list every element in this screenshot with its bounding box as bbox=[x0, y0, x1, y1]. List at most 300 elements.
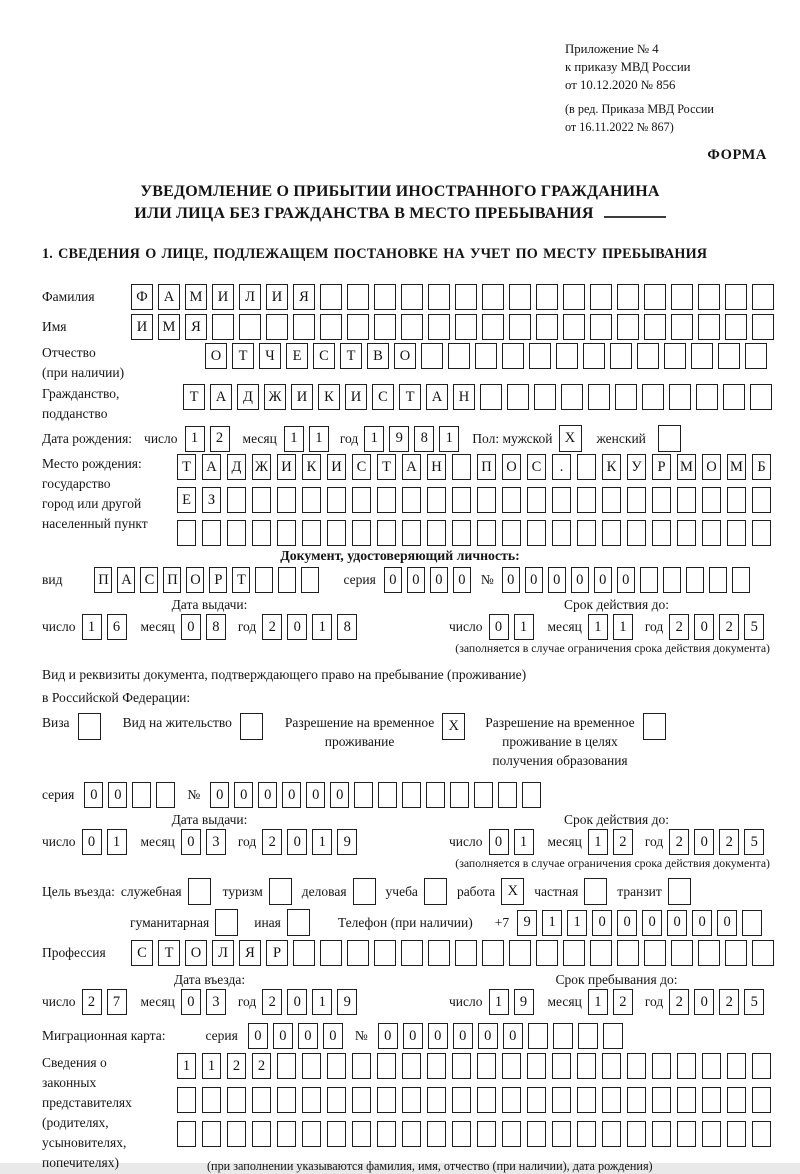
char-box[interactable] bbox=[202, 1087, 221, 1113]
char-box[interactable]: А bbox=[210, 384, 232, 410]
char-box[interactable] bbox=[588, 384, 610, 410]
char-box[interactable] bbox=[477, 520, 496, 546]
char-box[interactable]: 0 bbox=[210, 782, 229, 808]
char-box[interactable] bbox=[477, 1053, 496, 1079]
char-box[interactable]: 1 bbox=[312, 989, 332, 1015]
char-box[interactable] bbox=[482, 314, 504, 340]
temp-residence-checkbox[interactable]: X bbox=[442, 713, 465, 740]
char-box[interactable] bbox=[642, 384, 664, 410]
char-box[interactable] bbox=[452, 1087, 471, 1113]
char-box[interactable] bbox=[302, 520, 321, 546]
char-box[interactable] bbox=[590, 314, 612, 340]
char-box[interactable] bbox=[227, 520, 246, 546]
char-box[interactable]: Д bbox=[227, 454, 246, 480]
char-box[interactable]: Т bbox=[399, 384, 421, 410]
char-box[interactable]: 0 bbox=[330, 782, 349, 808]
char-box[interactable]: Р bbox=[652, 454, 671, 480]
char-box[interactable] bbox=[536, 940, 558, 966]
char-box[interactable]: 0 bbox=[287, 614, 307, 640]
char-box[interactable]: М bbox=[185, 284, 207, 310]
char-box[interactable]: Д bbox=[237, 384, 259, 410]
char-box[interactable] bbox=[709, 567, 727, 593]
char-box[interactable]: Ж bbox=[264, 384, 286, 410]
char-box[interactable]: 0 bbox=[594, 567, 612, 593]
char-box[interactable] bbox=[627, 1053, 646, 1079]
purpose-work-checkbox[interactable]: X bbox=[501, 878, 524, 905]
char-box[interactable] bbox=[663, 567, 681, 593]
char-box[interactable] bbox=[202, 1121, 221, 1147]
char-box[interactable] bbox=[474, 782, 493, 808]
char-box[interactable] bbox=[402, 1121, 421, 1147]
char-box[interactable] bbox=[477, 1087, 496, 1113]
char-box[interactable] bbox=[577, 454, 596, 480]
char-box[interactable] bbox=[652, 1053, 671, 1079]
char-box[interactable] bbox=[617, 314, 639, 340]
char-box[interactable] bbox=[327, 520, 346, 546]
char-box[interactable] bbox=[482, 940, 504, 966]
visa-checkbox[interactable] bbox=[78, 713, 101, 740]
char-box[interactable] bbox=[401, 314, 423, 340]
char-box[interactable] bbox=[452, 487, 471, 513]
char-box[interactable] bbox=[212, 314, 234, 340]
char-box[interactable] bbox=[615, 384, 637, 410]
char-box[interactable]: 2 bbox=[262, 614, 282, 640]
char-box[interactable] bbox=[352, 520, 371, 546]
char-box[interactable] bbox=[509, 284, 531, 310]
char-box[interactable]: 1 bbox=[312, 829, 332, 855]
char-box[interactable]: 0 bbox=[694, 829, 714, 855]
char-box[interactable] bbox=[402, 520, 421, 546]
char-box[interactable]: Ж bbox=[252, 454, 271, 480]
char-box[interactable] bbox=[354, 782, 373, 808]
char-box[interactable]: С bbox=[372, 384, 394, 410]
char-box[interactable] bbox=[502, 343, 524, 369]
char-box[interactable] bbox=[507, 384, 529, 410]
char-box[interactable]: 9 bbox=[514, 989, 534, 1015]
char-box[interactable]: 0 bbox=[306, 782, 325, 808]
char-box[interactable] bbox=[677, 1053, 696, 1079]
char-box[interactable] bbox=[227, 487, 246, 513]
char-box[interactable] bbox=[702, 487, 721, 513]
char-box[interactable]: Т bbox=[158, 940, 180, 966]
char-box[interactable] bbox=[352, 1053, 371, 1079]
char-box[interactable]: 1 bbox=[364, 426, 384, 452]
char-box[interactable] bbox=[374, 940, 396, 966]
char-box[interactable]: 0 bbox=[503, 1023, 523, 1049]
char-box[interactable]: С bbox=[140, 567, 158, 593]
char-box[interactable]: 0 bbox=[667, 910, 687, 936]
char-box[interactable]: 0 bbox=[453, 567, 471, 593]
char-box[interactable] bbox=[677, 520, 696, 546]
char-box[interactable]: 0 bbox=[287, 829, 307, 855]
char-box[interactable] bbox=[534, 384, 556, 410]
char-box[interactable]: 1 bbox=[202, 1053, 221, 1079]
char-box[interactable]: 0 bbox=[502, 567, 520, 593]
char-box[interactable] bbox=[752, 487, 771, 513]
char-box[interactable]: А bbox=[402, 454, 421, 480]
char-box[interactable] bbox=[177, 1087, 196, 1113]
char-box[interactable] bbox=[553, 1023, 573, 1049]
char-box[interactable] bbox=[277, 1087, 296, 1113]
char-box[interactable] bbox=[378, 782, 397, 808]
char-box[interactable]: К bbox=[318, 384, 340, 410]
char-box[interactable]: В bbox=[367, 343, 389, 369]
char-box[interactable]: 2 bbox=[719, 989, 739, 1015]
char-box[interactable] bbox=[563, 284, 585, 310]
char-box[interactable]: Т bbox=[232, 567, 250, 593]
char-box[interactable] bbox=[677, 1087, 696, 1113]
char-box[interactable] bbox=[277, 520, 296, 546]
char-box[interactable] bbox=[725, 940, 747, 966]
char-box[interactable]: И bbox=[266, 284, 288, 310]
char-box[interactable] bbox=[732, 567, 750, 593]
char-box[interactable] bbox=[617, 940, 639, 966]
char-box[interactable] bbox=[627, 1121, 646, 1147]
char-box[interactable] bbox=[627, 487, 646, 513]
char-box[interactable] bbox=[652, 1121, 671, 1147]
char-box[interactable] bbox=[644, 284, 666, 310]
char-box[interactable] bbox=[426, 782, 445, 808]
char-box[interactable] bbox=[327, 1121, 346, 1147]
char-box[interactable]: И bbox=[212, 284, 234, 310]
char-box[interactable] bbox=[347, 314, 369, 340]
char-box[interactable] bbox=[583, 343, 605, 369]
char-box[interactable] bbox=[347, 284, 369, 310]
char-box[interactable] bbox=[727, 1053, 746, 1079]
char-box[interactable] bbox=[427, 1053, 446, 1079]
char-box[interactable]: И bbox=[291, 384, 313, 410]
char-box[interactable] bbox=[352, 1087, 371, 1113]
char-box[interactable] bbox=[602, 487, 621, 513]
char-box[interactable]: 1 bbox=[489, 989, 509, 1015]
purpose-study-checkbox[interactable] bbox=[424, 878, 447, 905]
char-box[interactable] bbox=[402, 1087, 421, 1113]
char-box[interactable] bbox=[509, 314, 531, 340]
char-box[interactable] bbox=[527, 1053, 546, 1079]
char-box[interactable] bbox=[320, 314, 342, 340]
purpose-tourism-checkbox[interactable] bbox=[269, 878, 292, 905]
char-box[interactable]: 1 bbox=[588, 614, 608, 640]
char-box[interactable]: И bbox=[277, 454, 296, 480]
char-box[interactable]: 0 bbox=[234, 782, 253, 808]
char-box[interactable] bbox=[590, 284, 612, 310]
char-box[interactable]: С bbox=[131, 940, 153, 966]
char-box[interactable]: 1 bbox=[284, 426, 304, 452]
char-box[interactable]: 0 bbox=[525, 567, 543, 593]
char-box[interactable]: . bbox=[552, 454, 571, 480]
char-box[interactable]: Р bbox=[266, 940, 288, 966]
char-box[interactable] bbox=[527, 520, 546, 546]
char-box[interactable]: Е bbox=[286, 343, 308, 369]
char-box[interactable]: Н bbox=[427, 454, 446, 480]
char-box[interactable] bbox=[455, 940, 477, 966]
char-box[interactable] bbox=[698, 284, 720, 310]
char-box[interactable] bbox=[563, 940, 585, 966]
char-box[interactable] bbox=[727, 520, 746, 546]
char-box[interactable]: 1 bbox=[439, 426, 459, 452]
char-box[interactable]: 0 bbox=[287, 989, 307, 1015]
char-box[interactable] bbox=[401, 940, 423, 966]
char-box[interactable] bbox=[702, 1053, 721, 1079]
char-box[interactable] bbox=[561, 384, 583, 410]
char-box[interactable]: 0 bbox=[642, 910, 662, 936]
char-box[interactable] bbox=[428, 940, 450, 966]
char-box[interactable]: 3 bbox=[206, 989, 226, 1015]
char-box[interactable]: И bbox=[327, 454, 346, 480]
char-box[interactable] bbox=[239, 314, 261, 340]
char-box[interactable] bbox=[252, 1121, 271, 1147]
char-box[interactable] bbox=[177, 520, 196, 546]
char-box[interactable] bbox=[725, 314, 747, 340]
char-box[interactable] bbox=[752, 1121, 771, 1147]
char-box[interactable] bbox=[577, 487, 596, 513]
char-box[interactable]: Ч bbox=[259, 343, 281, 369]
char-box[interactable]: К bbox=[302, 454, 321, 480]
char-box[interactable] bbox=[428, 314, 450, 340]
char-box[interactable]: 0 bbox=[403, 1023, 423, 1049]
char-box[interactable] bbox=[502, 520, 521, 546]
char-box[interactable] bbox=[750, 384, 772, 410]
char-box[interactable] bbox=[627, 1087, 646, 1113]
char-box[interactable] bbox=[527, 1121, 546, 1147]
char-box[interactable] bbox=[602, 1087, 621, 1113]
char-box[interactable]: 2 bbox=[252, 1053, 271, 1079]
char-box[interactable]: 0 bbox=[407, 567, 425, 593]
char-box[interactable] bbox=[725, 284, 747, 310]
char-box[interactable] bbox=[745, 343, 767, 369]
char-box[interactable] bbox=[401, 284, 423, 310]
char-box[interactable]: 2 bbox=[262, 989, 282, 1015]
char-box[interactable] bbox=[301, 567, 319, 593]
char-box[interactable] bbox=[421, 343, 443, 369]
char-box[interactable]: 0 bbox=[248, 1023, 268, 1049]
char-box[interactable]: 8 bbox=[414, 426, 434, 452]
char-box[interactable] bbox=[723, 384, 745, 410]
purpose-other-checkbox[interactable] bbox=[287, 909, 310, 936]
purpose-official-checkbox[interactable] bbox=[188, 878, 211, 905]
purpose-business-checkbox[interactable] bbox=[353, 878, 376, 905]
char-box[interactable]: 2 bbox=[613, 989, 633, 1015]
char-box[interactable]: 0 bbox=[181, 829, 201, 855]
char-box[interactable]: 2 bbox=[719, 829, 739, 855]
char-box[interactable] bbox=[702, 1087, 721, 1113]
char-box[interactable]: 0 bbox=[717, 910, 737, 936]
char-box[interactable]: 0 bbox=[478, 1023, 498, 1049]
char-box[interactable] bbox=[156, 782, 175, 808]
char-box[interactable] bbox=[602, 520, 621, 546]
char-box[interactable]: 1 bbox=[588, 989, 608, 1015]
char-box[interactable]: 0 bbox=[694, 614, 714, 640]
char-box[interactable] bbox=[552, 1121, 571, 1147]
char-box[interactable] bbox=[302, 1053, 321, 1079]
char-box[interactable] bbox=[374, 284, 396, 310]
char-box[interactable] bbox=[266, 314, 288, 340]
char-box[interactable] bbox=[509, 940, 531, 966]
char-box[interactable]: Т bbox=[232, 343, 254, 369]
char-box[interactable] bbox=[522, 782, 541, 808]
char-box[interactable]: 6 bbox=[107, 614, 127, 640]
char-box[interactable]: Л bbox=[212, 940, 234, 966]
char-box[interactable]: 1 bbox=[514, 614, 534, 640]
char-box[interactable] bbox=[302, 1121, 321, 1147]
char-box[interactable] bbox=[477, 487, 496, 513]
char-box[interactable]: 0 bbox=[273, 1023, 293, 1049]
char-box[interactable] bbox=[652, 487, 671, 513]
char-box[interactable]: 2 bbox=[613, 829, 633, 855]
char-box[interactable]: 8 bbox=[206, 614, 226, 640]
char-box[interactable]: 0 bbox=[378, 1023, 398, 1049]
char-box[interactable] bbox=[502, 1053, 521, 1079]
char-box[interactable]: 5 bbox=[744, 614, 764, 640]
char-box[interactable]: С bbox=[527, 454, 546, 480]
purpose-private-checkbox[interactable] bbox=[584, 878, 607, 905]
char-box[interactable]: З bbox=[202, 487, 221, 513]
char-box[interactable]: А bbox=[158, 284, 180, 310]
char-box[interactable] bbox=[677, 487, 696, 513]
char-box[interactable]: Р bbox=[209, 567, 227, 593]
char-box[interactable] bbox=[552, 520, 571, 546]
char-box[interactable]: 0 bbox=[571, 567, 589, 593]
char-box[interactable] bbox=[448, 343, 470, 369]
char-box[interactable]: 0 bbox=[489, 614, 509, 640]
char-box[interactable] bbox=[702, 520, 721, 546]
char-box[interactable]: Н bbox=[453, 384, 475, 410]
char-box[interactable] bbox=[603, 1023, 623, 1049]
char-box[interactable] bbox=[702, 1121, 721, 1147]
purpose-transit-checkbox[interactable] bbox=[668, 878, 691, 905]
residence-permit-checkbox[interactable] bbox=[240, 713, 263, 740]
char-box[interactable] bbox=[637, 343, 659, 369]
char-box[interactable] bbox=[452, 520, 471, 546]
char-box[interactable] bbox=[374, 314, 396, 340]
char-box[interactable] bbox=[293, 940, 315, 966]
char-box[interactable] bbox=[563, 314, 585, 340]
char-box[interactable] bbox=[627, 520, 646, 546]
temp-residence-education-checkbox[interactable] bbox=[643, 713, 666, 740]
char-box[interactable] bbox=[377, 520, 396, 546]
char-box[interactable]: 9 bbox=[517, 910, 537, 936]
char-box[interactable] bbox=[677, 1121, 696, 1147]
char-box[interactable]: 0 bbox=[430, 567, 448, 593]
char-box[interactable]: 2 bbox=[210, 426, 230, 452]
char-box[interactable]: 9 bbox=[337, 989, 357, 1015]
char-box[interactable]: 0 bbox=[453, 1023, 473, 1049]
char-box[interactable] bbox=[752, 314, 774, 340]
char-box[interactable] bbox=[529, 343, 551, 369]
purpose-humanitarian-checkbox[interactable] bbox=[215, 909, 238, 936]
char-box[interactable]: 0 bbox=[694, 989, 714, 1015]
char-box[interactable]: Я bbox=[239, 940, 261, 966]
char-box[interactable] bbox=[452, 454, 471, 480]
char-box[interactable] bbox=[302, 487, 321, 513]
char-box[interactable]: 2 bbox=[669, 989, 689, 1015]
char-box[interactable] bbox=[475, 343, 497, 369]
char-box[interactable] bbox=[652, 1087, 671, 1113]
char-box[interactable]: 2 bbox=[669, 614, 689, 640]
char-box[interactable] bbox=[477, 1121, 496, 1147]
char-box[interactable] bbox=[347, 940, 369, 966]
char-box[interactable]: Я bbox=[185, 314, 207, 340]
char-box[interactable] bbox=[302, 1087, 321, 1113]
char-box[interactable]: 2 bbox=[262, 829, 282, 855]
char-box[interactable]: 1 bbox=[309, 426, 329, 452]
char-box[interactable] bbox=[352, 1121, 371, 1147]
char-box[interactable] bbox=[402, 1053, 421, 1079]
char-box[interactable]: 1 bbox=[312, 614, 332, 640]
char-box[interactable]: 0 bbox=[384, 567, 402, 593]
char-box[interactable] bbox=[718, 343, 740, 369]
char-box[interactable] bbox=[293, 314, 315, 340]
char-box[interactable] bbox=[502, 1087, 521, 1113]
char-box[interactable] bbox=[227, 1087, 246, 1113]
char-box[interactable]: 8 bbox=[337, 614, 357, 640]
char-box[interactable] bbox=[602, 1053, 621, 1079]
char-box[interactable] bbox=[480, 384, 502, 410]
char-box[interactable]: 1 bbox=[177, 1053, 196, 1079]
char-box[interactable]: 1 bbox=[567, 910, 587, 936]
char-box[interactable] bbox=[327, 1053, 346, 1079]
char-box[interactable]: П bbox=[477, 454, 496, 480]
char-box[interactable] bbox=[671, 314, 693, 340]
char-box[interactable]: Т bbox=[377, 454, 396, 480]
char-box[interactable]: 2 bbox=[719, 614, 739, 640]
char-box[interactable]: 1 bbox=[542, 910, 562, 936]
char-box[interactable]: Я bbox=[293, 284, 315, 310]
char-box[interactable] bbox=[452, 1053, 471, 1079]
char-box[interactable] bbox=[698, 314, 720, 340]
char-box[interactable] bbox=[320, 284, 342, 310]
char-box[interactable]: П bbox=[94, 567, 112, 593]
char-box[interactable] bbox=[752, 940, 774, 966]
char-box[interactable] bbox=[277, 487, 296, 513]
char-box[interactable]: 1 bbox=[185, 426, 205, 452]
char-box[interactable] bbox=[252, 487, 271, 513]
char-box[interactable]: 9 bbox=[389, 426, 409, 452]
char-box[interactable]: А bbox=[202, 454, 221, 480]
char-box[interactable] bbox=[686, 567, 704, 593]
sex-female-checkbox[interactable] bbox=[658, 425, 681, 452]
char-box[interactable] bbox=[577, 1121, 596, 1147]
char-box[interactable]: О bbox=[394, 343, 416, 369]
char-box[interactable]: 0 bbox=[489, 829, 509, 855]
char-box[interactable] bbox=[577, 520, 596, 546]
sex-male-checkbox[interactable]: X bbox=[559, 425, 582, 452]
char-box[interactable] bbox=[498, 782, 517, 808]
char-box[interactable]: 7 bbox=[107, 989, 127, 1015]
char-box[interactable]: 0 bbox=[617, 910, 637, 936]
char-box[interactable] bbox=[752, 1053, 771, 1079]
char-box[interactable] bbox=[402, 487, 421, 513]
char-box[interactable] bbox=[377, 1121, 396, 1147]
char-box[interactable]: 2 bbox=[669, 829, 689, 855]
char-box[interactable]: А bbox=[117, 567, 135, 593]
char-box[interactable] bbox=[277, 1053, 296, 1079]
char-box[interactable]: 0 bbox=[548, 567, 566, 593]
char-box[interactable]: Т bbox=[340, 343, 362, 369]
char-box[interactable] bbox=[427, 520, 446, 546]
char-box[interactable]: С bbox=[313, 343, 335, 369]
char-box[interactable] bbox=[278, 567, 296, 593]
char-box[interactable] bbox=[742, 910, 762, 936]
char-box[interactable] bbox=[610, 343, 632, 369]
char-box[interactable] bbox=[752, 1087, 771, 1113]
char-box[interactable] bbox=[727, 487, 746, 513]
char-box[interactable] bbox=[696, 384, 718, 410]
char-box[interactable] bbox=[528, 1023, 548, 1049]
char-box[interactable] bbox=[536, 314, 558, 340]
char-box[interactable]: 5 bbox=[744, 989, 764, 1015]
char-box[interactable] bbox=[327, 1087, 346, 1113]
